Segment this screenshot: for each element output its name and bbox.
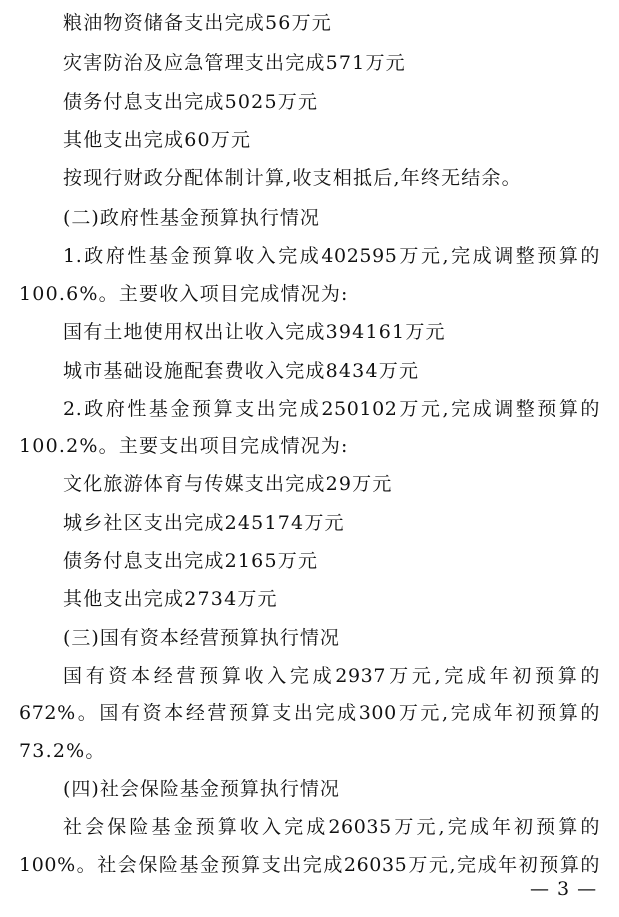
- text-line-22: 社会保险基金预算收入完成26035万元,完成年初预算的: [63, 816, 600, 838]
- text-line-13: 文化旅游体育与传媒支出完成29万元: [63, 473, 393, 495]
- text-line-3: 债务付息支出完成5025万元: [63, 91, 319, 113]
- text-line-19: 672%。国有资本经营预算支出完成300万元,完成年初预算的: [19, 702, 600, 724]
- text-line-12: 100.2%。主要支出项目完成情况为:: [19, 435, 349, 457]
- text-line-1: 粮油物资储备支出完成56万元: [63, 12, 332, 34]
- text-line-20: 73.2%。: [19, 740, 106, 762]
- text-line-23: 100%。社会保险基金预算支出完成26035万元,完成年初预算的: [19, 854, 600, 876]
- text-line-16: 其他支出完成2734万元: [63, 588, 278, 610]
- text-line-10: 城市基础设施配套费收入完成8434万元: [63, 360, 420, 382]
- text-line-14: 城乡社区支出完成245174万元: [63, 512, 345, 534]
- section-heading-3: (三)国有资本经营预算执行情况: [63, 627, 340, 649]
- text-line-18: 国有资本经营预算收入完成2937万元,完成年初预算的: [63, 665, 600, 687]
- text-line-8: 100.6%。主要收入项目完成情况为:: [19, 283, 349, 305]
- text-line-2: 灾害防治及应急管理支出完成571万元: [63, 52, 406, 74]
- section-heading-4: (四)社会保险基金预算执行情况: [63, 778, 340, 800]
- text-line-11: 2.政府性基金预算支出完成250102万元,完成调整预算的: [63, 398, 600, 420]
- text-line-7: 1.政府性基金预算收入完成402595万元,完成调整预算的: [63, 245, 600, 267]
- text-line-15: 债务付息支出完成2165万元: [63, 550, 319, 572]
- text-line-5: 按现行财政分配体制计算,收支相抵后,年终无结余。: [63, 167, 522, 189]
- section-heading-2: (二)政府性基金预算执行情况: [63, 207, 320, 229]
- text-line-4: 其他支出完成60万元: [63, 129, 252, 151]
- page-number: — 3 —: [530, 878, 598, 900]
- text-line-9: 国有土地使用权出让收入完成394161万元: [63, 321, 446, 343]
